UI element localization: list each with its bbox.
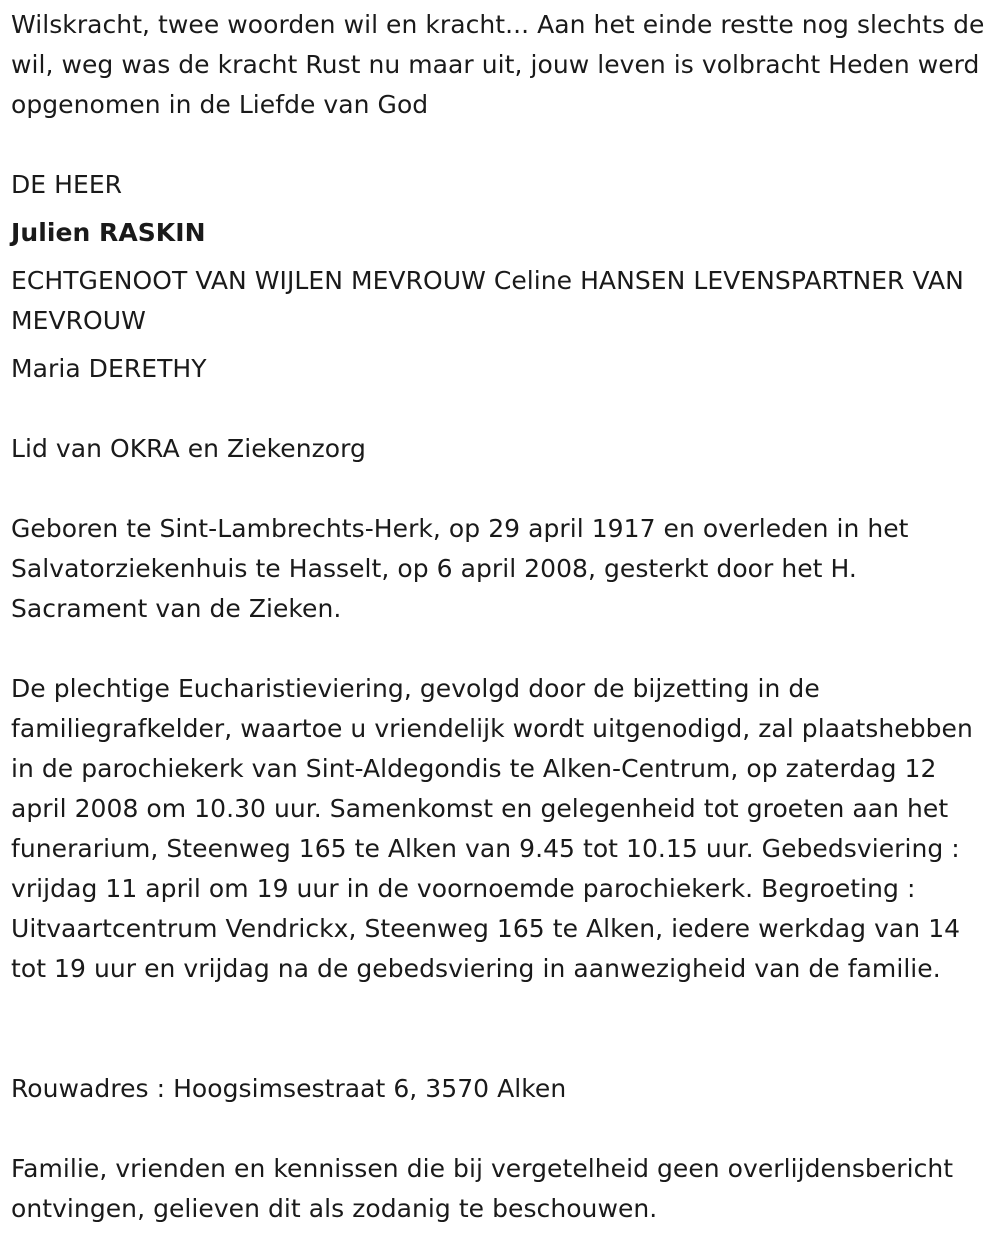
deceased-name: Julien RASKIN xyxy=(11,218,206,247)
opening-poem: Wilskracht, twee woorden wil en kracht... Aan het einde restte nog slechts de wil, weg was de kracht Rust nu maar uit, jouw leven is volbracht Heden werd opgenomen in de Liefde van God xyxy=(11,10,985,119)
relation-line: ECHTGENOOT VAN WIJLEN MEVROUW Celine HANSEN LEVENSPARTNER VAN MEVROUW xyxy=(11,266,964,335)
birth-death-paragraph: Geboren te Sint-Lambrechts-Herk, op 29 april 1917 en overleden in het Salvatorziekenhuis te Hasselt, op 6 april 2008, gesterkt door het H. Sacrament van de Zieken. xyxy=(11,514,909,623)
title-line: DE HEER xyxy=(11,170,123,199)
partner-name: Maria DERETHY xyxy=(11,354,207,383)
mourning-address: Rouwadres : Hoogsimsestraat 6, 3570 Alken xyxy=(11,1074,567,1103)
membership-line: Lid van OKRA en Ziekenzorg xyxy=(11,434,366,463)
closing-paragraph: Familie, vrienden en kennissen die bij vergetelheid geen overlijdensbericht ontvingen, gelieven dit als zodanig te beschouwen. xyxy=(11,1154,954,1223)
ceremony-paragraph: De plechtige Eucharistieviering, gevolgd door de bijzetting in de familiegrafkelder, waartoe u vriendelijk wordt uitgenodigd, zal plaatshebben in de parochiekerk van Sint-Aldegondis te Alken-Centrum, op zaterdag 12 april 2008 om 10.30 uur. Samenkomst en gelegenheid tot groeten aan het funerarium, Steenweg 165 te Alken van 9.45 tot 10.15 uur. Gebedsviering : vrijdag 11 april om 19 uur in de voornoemde parochiekerk. Begroeting : Uitvaartcentrum Vendrickx, Steenweg 165 te Alken, iedere werkdag van 14 tot 19 uur en vrijdag na de gebedsviering in aanwezigheid van de familie. xyxy=(11,674,973,983)
